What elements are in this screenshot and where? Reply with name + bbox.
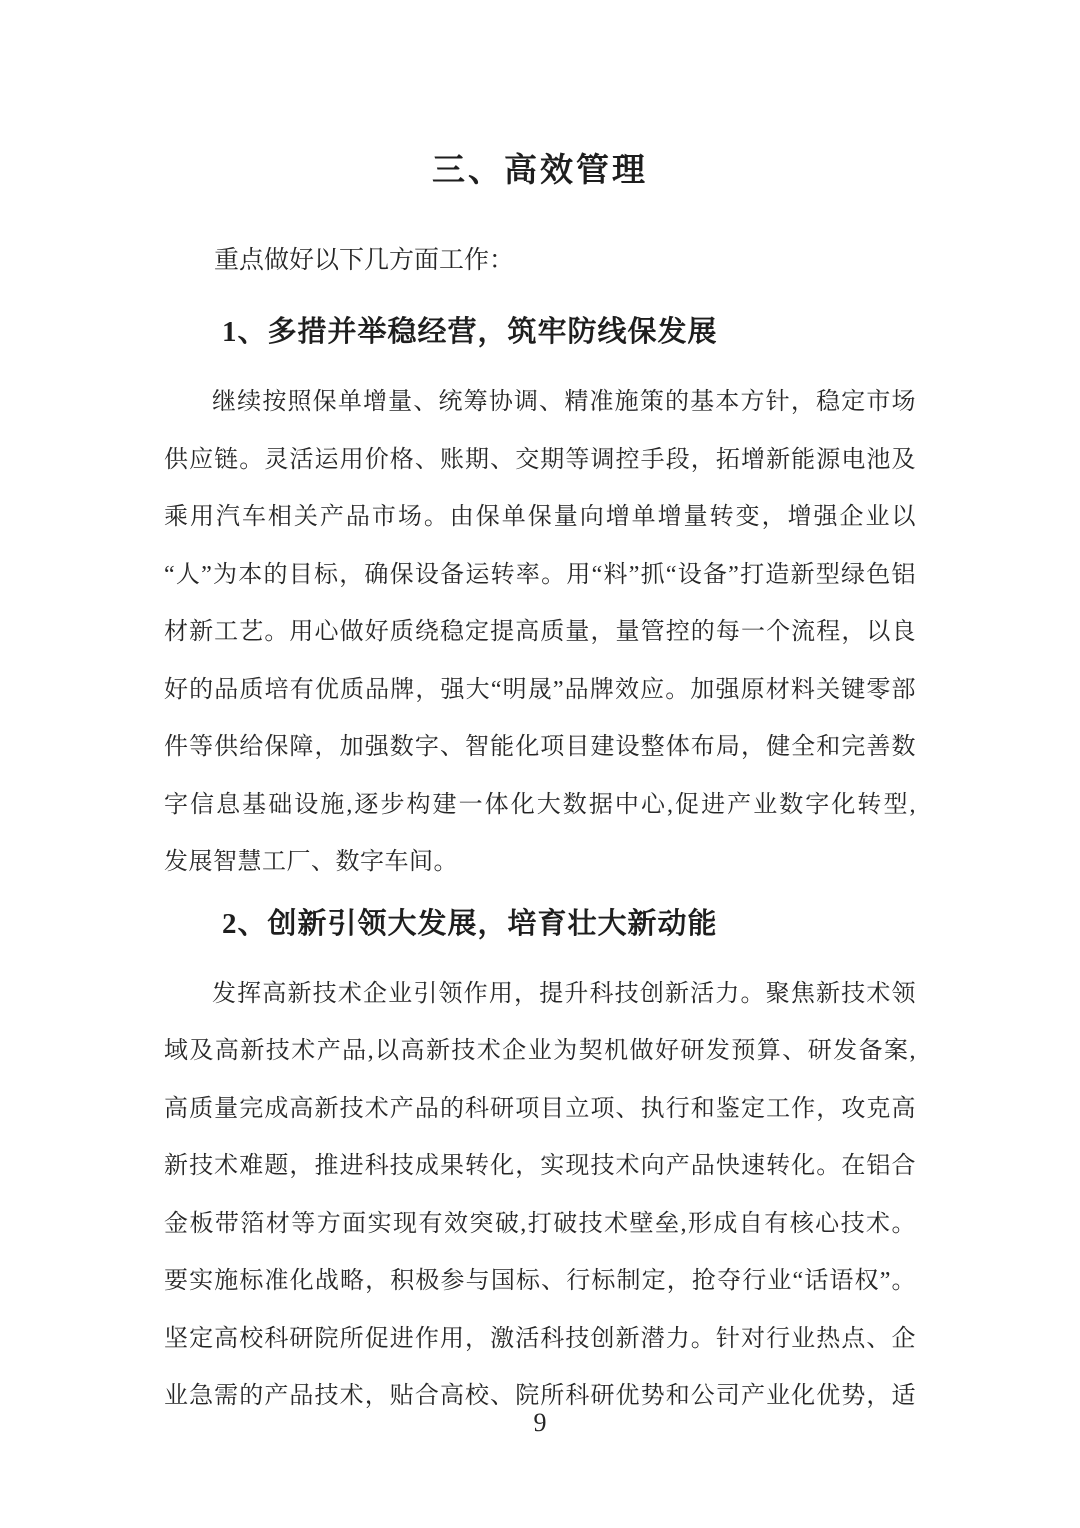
paragraph (164, 966, 916, 1426)
paragraph-line: 金板带箔材等方面实现有效突破,打破技术壁垒,形成自有核心技术。 (164, 1210, 916, 1237)
paragraph-line: 乘用汽车相关产品市场。由保单保量向增单增量转变，增强企业以 (164, 504, 916, 530)
sections-container (164, 304, 916, 1426)
paragraph-line: “人”为本的目标，确保设备运转率。用“料”抓“设备”打造新型绿色铝 (164, 561, 916, 588)
paragraph-line: 坚定高校科研院所促进作用，激活科技创新潜力。针对行业热点、企 (164, 1325, 916, 1352)
paragraph (164, 374, 916, 892)
paragraph-line: 业急需的产品技术，贴合高校、院所科研优势和公司产业化优势，适 (164, 1383, 916, 1409)
document-body (164, 150, 916, 1430)
paragraph-line: 新技术难题，推进科技成果转化，实现技术向产品快速转化。在铝合 (164, 1153, 916, 1179)
page-title: 三、高效管理 (432, 153, 648, 189)
paragraph-line: 件等供给保障，加强数字、智能化项目建设整体布局，健全和完善数 (164, 734, 916, 760)
paragraph-line: 域及高新技术产品,以高新技术企业为契机做好研发预算、研发备案, (164, 1038, 916, 1064)
intro-text: 重点做好以下几方面工作： (214, 247, 515, 274)
paragraph-line: 继续按照保单增量、统筹协调、精准施策的基本方针，稳定市场 (212, 389, 916, 415)
section-2 (164, 896, 916, 1426)
paragraph-line: 要实施标准化战略，积极参与国标、行标制定，抢夺行业“话语权”。 (164, 1268, 916, 1294)
paragraph-line: 发展智慧工厂、数字车间。 (164, 849, 458, 875)
page-number: 9 (533, 1408, 547, 1437)
section-1 (164, 304, 916, 892)
paragraph-line: 好的品质培有优质品牌，强大“明晟”品牌效应。加强原材料关键零部 (164, 676, 916, 703)
paragraph-line: 发挥高新技术企业引领作用，提升科技创新活力。聚焦新技术领 (212, 980, 916, 1007)
paragraph-line: 高质量完成高新技术产品的科研项目立项、执行和鉴定工作，攻克高 (164, 1095, 916, 1122)
section-heading: 2、创新引领大发展，培育壮大新动能 (222, 907, 718, 940)
paragraph-line: 材新工艺。用心做好质绕稳定提高质量，量管控的每一个流程，以良 (164, 619, 916, 645)
paragraph-line: 字信息基础设施,逐步构建一体化大数据中心,促进产业数字化转型, (164, 791, 916, 818)
section-heading: 1、多措并举稳经营，筑牢防线保发展 (222, 316, 718, 348)
paragraph-line: 供应链。灵活运用价格、账期、交期等调控手段，拓增新能源电池及 (164, 446, 916, 473)
